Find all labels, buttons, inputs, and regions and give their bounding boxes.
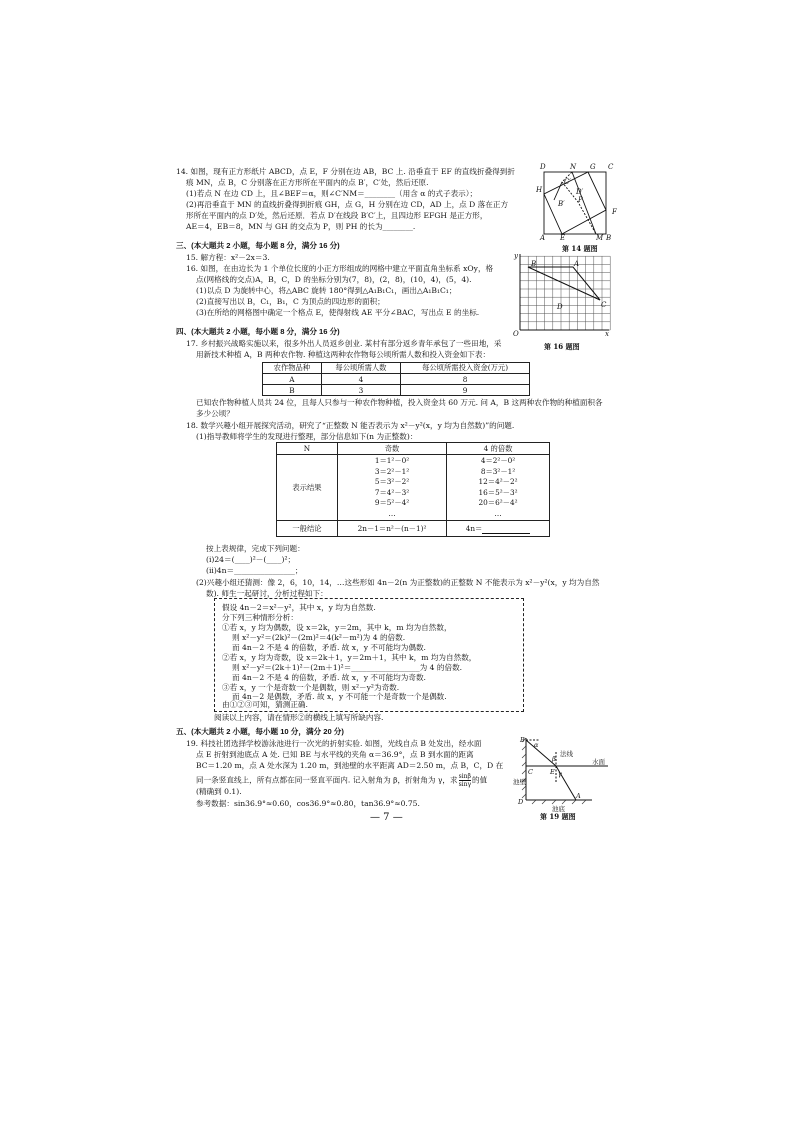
q19-line-6: 参考数据：sin36.9°≈0.60，cos36.9°≈0.80，tan36.9°≈0.75. [196, 799, 420, 808]
q18-row-label-general: 一般结论 [277, 521, 338, 537]
q19-line-5: (精确到 0.1). [196, 787, 242, 796]
fig14-label-Dprime: D′ [576, 188, 584, 196]
fig14-label-M: M [596, 234, 604, 242]
fig16-label-D: D [557, 303, 563, 311]
q18-odd-examples [338, 455, 447, 521]
q18-four-eq: 8＝3²－1² [480, 466, 516, 476]
q18-four-examples [447, 455, 550, 521]
q18-line-5: (ii)4n＝________________； [206, 566, 303, 575]
q16-line-3: (1)以点 D 为旋转中心，将△ABC 旋转 180°得到△A₁B₁C₁，画出△A₁B₁C₁； [196, 286, 457, 295]
fig14-label-A: A [540, 234, 546, 242]
fig14-label-C: C [608, 163, 614, 171]
q18-line-7: 数). 师生一起研讨，分析过程如下： [206, 589, 328, 598]
fig14-label-B: B [606, 234, 612, 242]
q18-row-label-result: 表示结果 [277, 455, 338, 521]
q18-four-eq: 20＝6²－4² [478, 498, 518, 507]
q18-four-eq: 16＝5²－3² [478, 487, 518, 497]
q14-line-3: (1)若点 N 在边 CD 上，且∠BEF＝α，则∠C′NM＝________（用含 α 的式子表示）； [186, 189, 478, 198]
q18-odd-eq: 3＝2²－1² [374, 466, 410, 476]
q14-line-2: 痕 MN，点 B，C 分别落在正方形所在平面内的点 B′，C′处，然后还原. [186, 178, 429, 187]
q14-figure [536, 160, 618, 252]
section-5-heading: 五、(本大题共 2 小题，每小题 10 分，满分 20 分) [176, 727, 344, 736]
fig19-label-C: C [528, 768, 533, 776]
q19-figure [512, 734, 612, 820]
q16-line-4: (2)直接写出以 B，C₁，B₁，C 为顶点的四边形的面积； [196, 297, 385, 306]
q19-figure-caption: 第 19 题图 [540, 812, 576, 820]
q17-cell: 8 [401, 374, 530, 385]
q19-line-3: BC＝1.20 m，点 A 处水深为 1.20 m，到池壁的水平距离 AD＝2.50 m，点 B，C，D 在 [196, 761, 504, 770]
fig16-label-A: A [574, 260, 580, 268]
fig19-label-B: B [520, 736, 525, 744]
q18-odd-eq: 5＝3²－2² [374, 477, 410, 486]
page-number: — 7 — [370, 812, 403, 823]
q18-odd-eq: … [388, 508, 396, 518]
fig14-label-N: N [570, 163, 577, 171]
q18-line-2: (1)指导教师将学生的发现进行整理，部分信息如下(n 为正整数)： [196, 432, 418, 441]
q16-grid-figure [512, 250, 612, 352]
q19-line-4-end: 的值 [472, 775, 488, 785]
q18-box-line: 而 4n－2 不是 4 的倍数，矛盾. 故 x，y 不可能均为奇数. [232, 673, 426, 682]
fig19-label-A: A [576, 792, 581, 800]
fig19-label-water: 水面 [592, 758, 605, 766]
q19-fraction [459, 773, 471, 788]
q18-header-n: N [277, 443, 338, 455]
q18-box-line: 而 4n－2 是偶数，矛盾. 故 x，y 不可能一个是奇数一个是偶数. [232, 692, 447, 701]
q16-figure-caption: 第 16 题图 [544, 342, 580, 351]
fig19-label-alpha: α [534, 741, 539, 749]
q18-line-1: 18. 数学兴趣小组开展探究活动，研究了“正整数 N 能否表示为 x²－y²(x，y 均为自然数)”的问题. [186, 421, 515, 430]
q17-header-people: 每公顷所需人数 [321, 363, 400, 374]
q14-line-5: 形所在平面内的点 D′处，然后还原．若点 D′在线段 B′C′上，且四边形 EFGH 是正方形， [186, 211, 488, 220]
q18-odd-eq: 9＝5²－4² [374, 498, 410, 507]
q18-odd-general: 2n－1＝n²－(n－1)² [338, 521, 447, 537]
fig16-triangle-abc [528, 267, 600, 300]
q17-table [262, 362, 530, 396]
section-4-heading: 四、(本大题共 2 小题，每小题 8 分，满分 16 分) [176, 327, 340, 336]
fig16-label-x: x [605, 330, 609, 338]
fig14-square [544, 172, 606, 234]
fig19-label-D: D [518, 798, 524, 806]
fig14-square-efgh [544, 172, 606, 234]
q19-fraction-num: sinβ [458, 773, 471, 780]
fig14-segment-bc [554, 182, 562, 200]
q17-cell: 9 [401, 385, 530, 396]
q18-box-line: 由①②③可知，猜测正确. [222, 700, 308, 709]
q18-four-eq: 12＝4²－2² [478, 477, 518, 486]
q18-four-general-blank[interactable] [482, 525, 530, 534]
q17-cell: 4 [321, 374, 400, 385]
fig14-label-H: H [536, 186, 543, 194]
fig16-label-O: O [513, 330, 519, 338]
q18-odd-eq: 7＝4²－3² [374, 487, 410, 497]
q17-cell: B [263, 385, 322, 396]
q14-line-4: (2)再沿垂直于 MN 的直线折叠得到折痕 GH，点 G，H 分别在边 CD，AD 上，点 D 落在正方 [186, 200, 509, 209]
fig14-label-Bprime: B′ [558, 200, 565, 208]
q18-box-line: ③若 x，y 一个是奇数一个是偶数，则 x²－y²为奇数. [222, 683, 400, 692]
q18-header-odd: 奇数 [338, 443, 447, 455]
q18-header-four: 4 的倍数 [447, 443, 550, 455]
q17-line-1: 17. 乡村振兴战略实施以来，很多外出人员返乡创业. 某村有部分返乡青年承包了一些田地，采 [186, 339, 502, 348]
q18-box-line: ①若 x，y 均为偶数，设 x＝2k，y＝2m，其中 k，m 均为自然数， [222, 623, 452, 632]
fig14-label-D: D [540, 163, 546, 171]
q18-box-line: 则 x²－y²＝(2k)²－(2m)²＝4(k²－m²)为 4 的倍数. [232, 633, 406, 642]
q18-box-line: ②若 x，y 均为奇数，设 x＝2k＋1，y＝2m＋1，其中 k，m 均为自然数， [222, 653, 477, 662]
q19-fraction-den: sinγ [458, 781, 472, 788]
q18-four-general: 4n＝ [465, 523, 483, 533]
fig16-label-y: y [514, 252, 518, 260]
q18-box-line: 分下列三种情形分析： [222, 613, 298, 622]
fig19-label-normal: 法线 [560, 750, 573, 758]
fig14-label-Cprime: C′ [564, 178, 571, 186]
q14-line-1: 14. 如图，现有正方形纸片 ABCD，点 E，F 分别在边 AB，BC 上. 沿垂直于 EF 的直线折叠得到折 [176, 167, 515, 176]
fig19-label-E: E [550, 768, 555, 776]
q17-line-4: 多少公顷？ [196, 409, 234, 418]
q18-odd-eq: 1＝1²－0² [374, 456, 410, 465]
fig14-label-G: G [590, 163, 596, 171]
q17-cell: 3 [321, 385, 400, 396]
q17-line-3: 已知农作物种植人员共 24 位，且每人只参与一种农作物种植，投入资金共 60 万元. 问 A，B 这两种农作物的种植面积各 [196, 398, 603, 407]
section-3-heading: 三、(本大题共 2 小题，每小题 8 分，满分 16 分) [176, 241, 340, 250]
q18-box-line: 则 x²－y²＝(2k＋1)²－(2m＋1)²＝__________________为 4 的倍数. [232, 663, 463, 672]
q16-line-2: 点(网格线的交点)A，B，C，D 的坐标分别为(7，8)，(2，8)，(10，4)，(5，4). [196, 275, 472, 284]
q16-line-1: 16. 如图，在由边长为 1 个单位长度的小正方形组成的网格中建立平面直角坐标系 xOy，格 [186, 264, 494, 273]
fig19-label-beta: β [552, 755, 556, 763]
q17-header-crop: 农作物品种 [263, 363, 322, 374]
q14-line-6: AE＝4，EB＝8，MN 与 GH 的交点为 P，则 PH 的长为________. [186, 222, 416, 231]
fig19-label-gamma: γ [558, 770, 562, 778]
q18-box-line: 而 4n－2 不是 4 的倍数，矛盾. 故 x，y 不可能均为偶数. [232, 643, 426, 652]
q17-cell: A [263, 374, 322, 385]
q19-line-2: 点 E 折射到池底点 A 处. 已知 BE 与水平线的夹角 α＝36.9°，点 B 到水面的距离 [196, 750, 474, 759]
q18-four-eq: … [494, 508, 502, 518]
q14-figure-caption: 第 14 题图 [562, 244, 598, 252]
q19-line-1: 19. 科技社团选择学校游泳池进行一次光的折射实验. 如图，光线自点 B 处发出，经水面 [186, 739, 482, 748]
fig14-label-P: P [578, 196, 583, 204]
fig14-label-E: E [560, 234, 566, 242]
fig19-label-bottom: 池底 [552, 805, 565, 813]
q17-line-2: 用新技术种植 A，B 两种农作物. 种植这两种农作物每公顷所需人数和投入资金如下表： [196, 350, 491, 359]
fig19-label-wall: 池壁 [513, 778, 526, 786]
q18-line-3: 按上表规律，完成下列问题： [206, 544, 305, 553]
fig14-label-F: F [612, 208, 617, 216]
q19-line-4-text: 同一条竖直线上，所有点都在同一竖直平面内. 记入射角为 β，折射角为 γ，求 [196, 775, 458, 785]
q18-table [276, 442, 550, 537]
q18-line-6: (2)兴趣小组还猜测：像 2，6，10，14，…这些形如 4n－2(n 为正整数)的正整数 N 不能表示为 x²－y²(x，y 均为自然 [196, 578, 600, 587]
q18-four-eq: 4＝2²－0² [480, 456, 516, 465]
q16-line-5: (3)在所给的网格图中确定一个格点 E，使得射线 AE 平分∠BAC，写出点 E 的坐标. [196, 308, 480, 317]
fig16-label-B: B [531, 260, 537, 268]
q18-line-8: 阅读以上内容，请在情形②的横线上填写所缺内容. [214, 713, 384, 722]
q18-four-general-cell [447, 521, 550, 537]
q18-line-4: (i)24＝(____)²－(____)²； [206, 555, 296, 564]
fig16-label-C: C [601, 301, 607, 309]
q19-line-4 [196, 773, 487, 788]
q15-text: 15. 解方程：x²－2x＝3. [186, 253, 270, 262]
q17-header-capital: 每公顷所需投入资金(万元) [401, 363, 530, 374]
q18-box-line: 假设 4n－2＝x²－y²，其中 x，y 均为自然数. [222, 603, 376, 612]
